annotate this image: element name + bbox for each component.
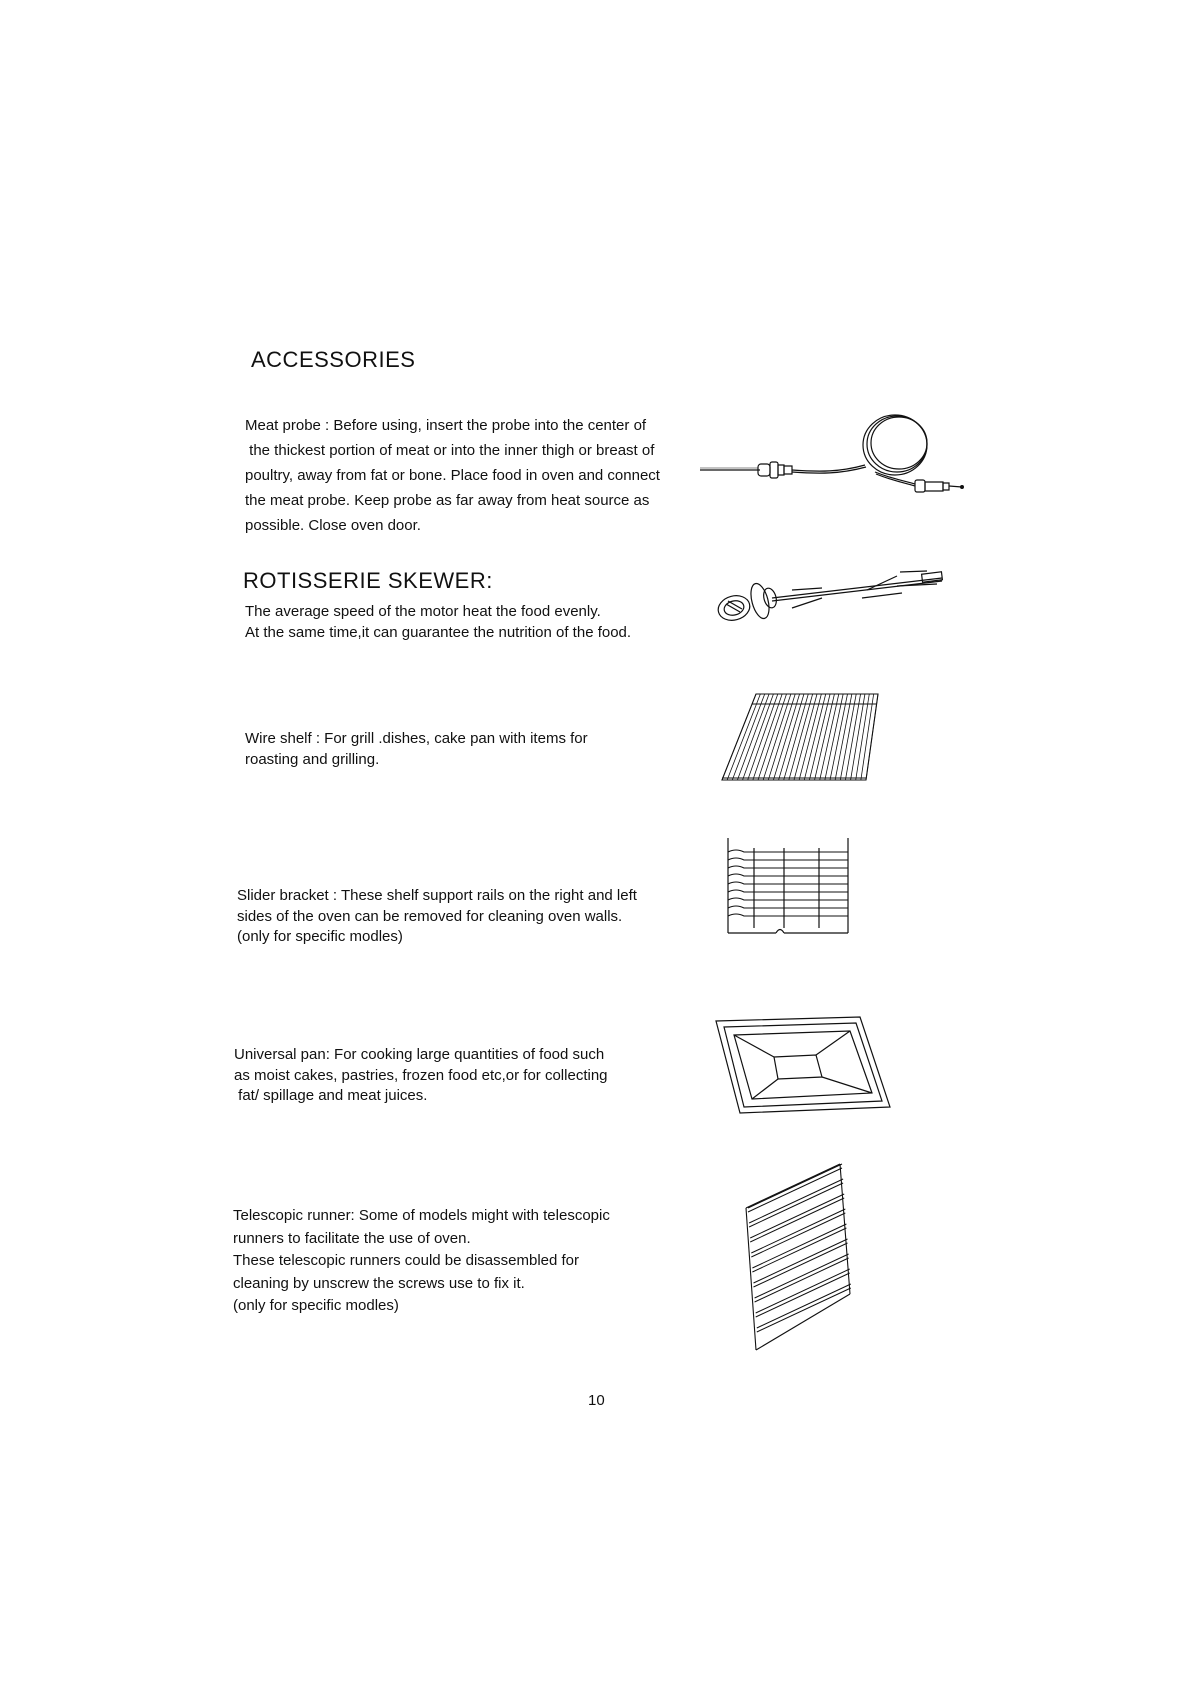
page-title: ACCESSORIES: [251, 347, 416, 372]
text-line: Slider bracket : These shelf support rails on the right and left: [237, 887, 637, 904]
text-line: Wire shelf : For grill .dishes, cake pan with items for: [245, 730, 588, 747]
universal-pan-text: [234, 1045, 608, 1107]
text-line: as moist cakes, pastries, frozen food etc,or for collecting: [234, 1066, 608, 1084]
slider-bracket-icon: [724, 838, 852, 938]
text-line: possible. Close oven door.: [245, 517, 421, 534]
text-line: Universal pan: For cooking large quantities of food such: [234, 1046, 605, 1063]
text-line: fat/ spillage and meat juices.: [234, 1087, 428, 1104]
slider-bracket-text: [237, 886, 637, 948]
rotisserie-skewer-icon: [712, 568, 952, 628]
rotisserie-heading: ROTISSERIE SKEWER:: [243, 568, 493, 593]
text-line: sides of the oven can be removed for cleaning oven walls.: [237, 907, 623, 925]
page-number: 10: [588, 1392, 605, 1409]
text-line: cleaning by unscrew the screws use to fix it.: [233, 1274, 525, 1292]
text-line: the thickest portion of meat or into the inner thigh or breast of: [245, 442, 655, 459]
text-line: Telescopic runner: Some of models might with telescopic: [233, 1207, 610, 1224]
rotisserie-text: [245, 602, 631, 643]
wire-shelf-icon: [720, 692, 880, 782]
text-line: poultry, away from fat or bone. Place food in oven and connect: [245, 467, 660, 484]
text-line: roasting and grilling.: [245, 750, 380, 768]
wire-shelf-text: [245, 729, 588, 770]
text-line: Meat probe : Before using, insert the probe into the center of: [245, 417, 647, 434]
text-line: (only for specific modles): [237, 928, 403, 945]
text-line: These telescopic runners could be disassembled for: [233, 1252, 580, 1269]
telescopic-runner-icon: [740, 1162, 860, 1352]
telescopic-runner-text: [233, 1205, 610, 1318]
universal-pan-icon: [712, 1015, 892, 1115]
text-line: (only for specific modles): [233, 1297, 399, 1314]
text-line: runners to facilitate the use of oven.: [233, 1229, 471, 1247]
text-line: The average speed of the motor heat the food evenly.: [245, 603, 601, 620]
meat-probe-icon: [700, 410, 970, 505]
text-line: the meat probe. Keep probe as far away from heat source as: [245, 492, 650, 509]
meat-probe-text: [245, 413, 660, 538]
text-line: At the same time,it can guarantee the nutrition of the food.: [245, 623, 632, 641]
